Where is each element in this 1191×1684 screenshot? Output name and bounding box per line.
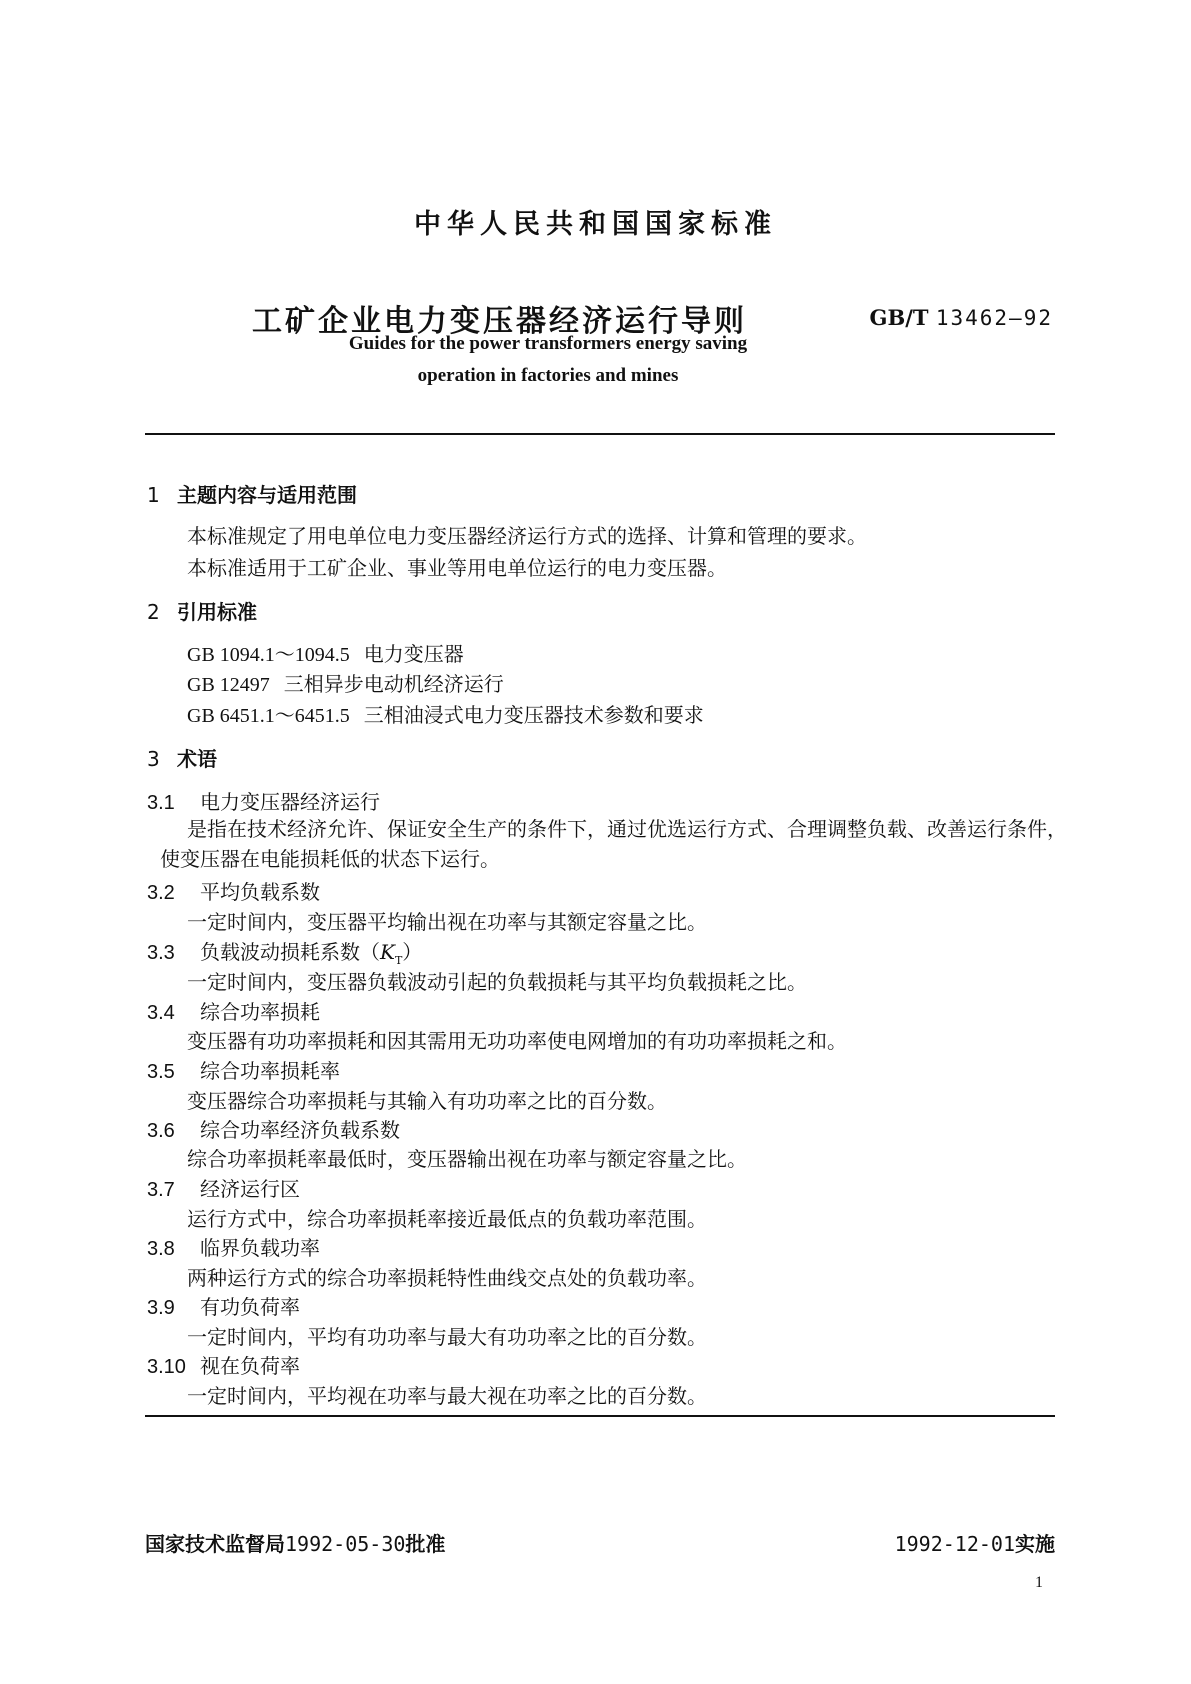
reference-name: 三相油浸式电力变压器技术参数和要求 [363, 703, 704, 727]
term-3-2 [147, 876, 320, 905]
reference-name: 三相异步电动机经济运行 [283, 672, 504, 696]
section-title: 引用标准 [177, 600, 257, 624]
page-number: 1 [1035, 1574, 1043, 1591]
term-name: 负载波动损耗系数（ [200, 940, 380, 964]
term-name: 综合功率损耗率 [200, 1059, 340, 1083]
term-3-7 [147, 1173, 300, 1202]
term-number: 3.10 [147, 1356, 186, 1378]
term-number: 3.2 [147, 882, 175, 904]
term-3-1 [147, 786, 380, 815]
term-3-9 [147, 1291, 300, 1320]
term-definition: 运行方式中，综合功率损耗率接近最低点的负载功率范围。 [187, 1207, 707, 1231]
english-title-line-2: operation in factories and mines [417, 365, 679, 386]
standard-code [870, 305, 1053, 330]
approval-line [145, 1528, 445, 1557]
section-1-paragraph-1: 本标准规定了用电单位电力变压器经济运行方式的选择、计算和管理的要求。 [187, 524, 867, 548]
section-1-heading [147, 479, 357, 508]
term-3-5 [147, 1055, 340, 1084]
term-3-6 [147, 1114, 400, 1143]
term-name-close: ） [402, 940, 423, 964]
section-2-heading [147, 596, 257, 625]
term-definition: 两种运行方式的综合功率损耗特性曲线交点处的负载功率。 [187, 1266, 707, 1290]
section-3-heading [147, 743, 217, 772]
english-title-line-1: Guides for the power transformers energy saving [348, 333, 748, 354]
term-name: 有功负荷率 [200, 1295, 300, 1319]
standard-code-prefix: GB/T [869, 305, 929, 330]
term-number: 3.8 [147, 1238, 175, 1260]
term-definition: 综合功率损耗率最低时，变压器输出视在功率与额定容量之比。 [187, 1147, 747, 1171]
reference-name: 电力变压器 [363, 642, 464, 666]
section-number: 1 [147, 483, 160, 507]
section-number: 2 [147, 600, 160, 624]
effective-line [895, 1528, 1055, 1557]
section-1-paragraph-2: 本标准适用于工矿企业、事业等用电单位运行的电力变压器。 [187, 556, 727, 580]
effective-date: 1992-12-01 [894, 1532, 1015, 1556]
term-number: 3.6 [147, 1120, 175, 1142]
term-3-3 [147, 936, 422, 967]
term-symbol: K [380, 940, 395, 964]
effective-label: 实施 [1015, 1532, 1055, 1556]
approval-date: 1992-05-30 [285, 1532, 406, 1556]
term-definition: 一定时间内，变压器平均输出视在功率与其额定容量之比。 [187, 910, 707, 934]
term-number: 3.9 [147, 1297, 175, 1319]
section-title: 主题内容与适用范围 [177, 483, 357, 507]
reference-code: GB 12497 [187, 674, 270, 696]
term-name: 综合功率损耗 [200, 1000, 320, 1024]
term-definition: 变压器综合功率损耗与其输入有功功率之比的百分数。 [187, 1089, 667, 1113]
term-definition: 一定时间内，平均有功功率与最大有功功率之比的百分数。 [187, 1325, 707, 1349]
term-number: 3.4 [147, 1002, 175, 1024]
section-number: 3 [147, 747, 160, 771]
term-definition: 变压器有功功率损耗和因其需用无功功率使电网增加的有功功率损耗之和。 [187, 1029, 847, 1053]
term-definition: 是指在技术经济允许、保证安全生产的条件下，通过优选运行方式、合理调整负载、改善运行条件，使变压器在电能损耗低的状态下运行。 [160, 817, 1067, 871]
term-number: 3.1 [147, 792, 175, 814]
reference-code: GB 1094.1～1094.5 [187, 644, 350, 666]
reference-item [187, 668, 504, 697]
term-symbol-subscript: T [394, 954, 403, 967]
term-number: 3.3 [147, 942, 175, 964]
term-name: 电力变压器经济运行 [200, 790, 380, 814]
issuing-organization: 中华人民共和国国家标准 [414, 209, 777, 240]
term-number: 3.5 [147, 1061, 175, 1083]
reference-code: GB 6451.1～6451.5 [187, 705, 350, 727]
approval-org: 国家技术监督局 [145, 1532, 285, 1556]
term-definition: 一定时间内，平均视在功率与最大视在功率之比的百分数。 [187, 1384, 707, 1408]
term-name: 综合功率经济负载系数 [200, 1118, 400, 1142]
reference-item [187, 638, 464, 667]
section-title: 术语 [177, 747, 217, 771]
term-name: 经济运行区 [200, 1177, 300, 1201]
term-name: 视在负荷率 [200, 1354, 300, 1378]
term-3-10 [147, 1350, 300, 1379]
term-3-8 [147, 1232, 320, 1261]
term-name: 平均负载系数 [200, 880, 320, 904]
document-title: 工矿企业电力变压器经济运行导则 [252, 304, 747, 339]
term-name: 临界负载功率 [200, 1236, 320, 1260]
standard-code-number: 13462—92 [935, 306, 1053, 330]
term-definition: 一定时间内，变压器负载波动引起的负载损耗与其平均负载损耗之比。 [187, 970, 807, 994]
approval-label: 批准 [405, 1532, 446, 1556]
reference-item [187, 699, 704, 728]
term-number: 3.7 [147, 1179, 175, 1201]
term-3-4 [147, 996, 320, 1025]
header-divider [145, 433, 1055, 435]
footer-divider [145, 1415, 1055, 1417]
